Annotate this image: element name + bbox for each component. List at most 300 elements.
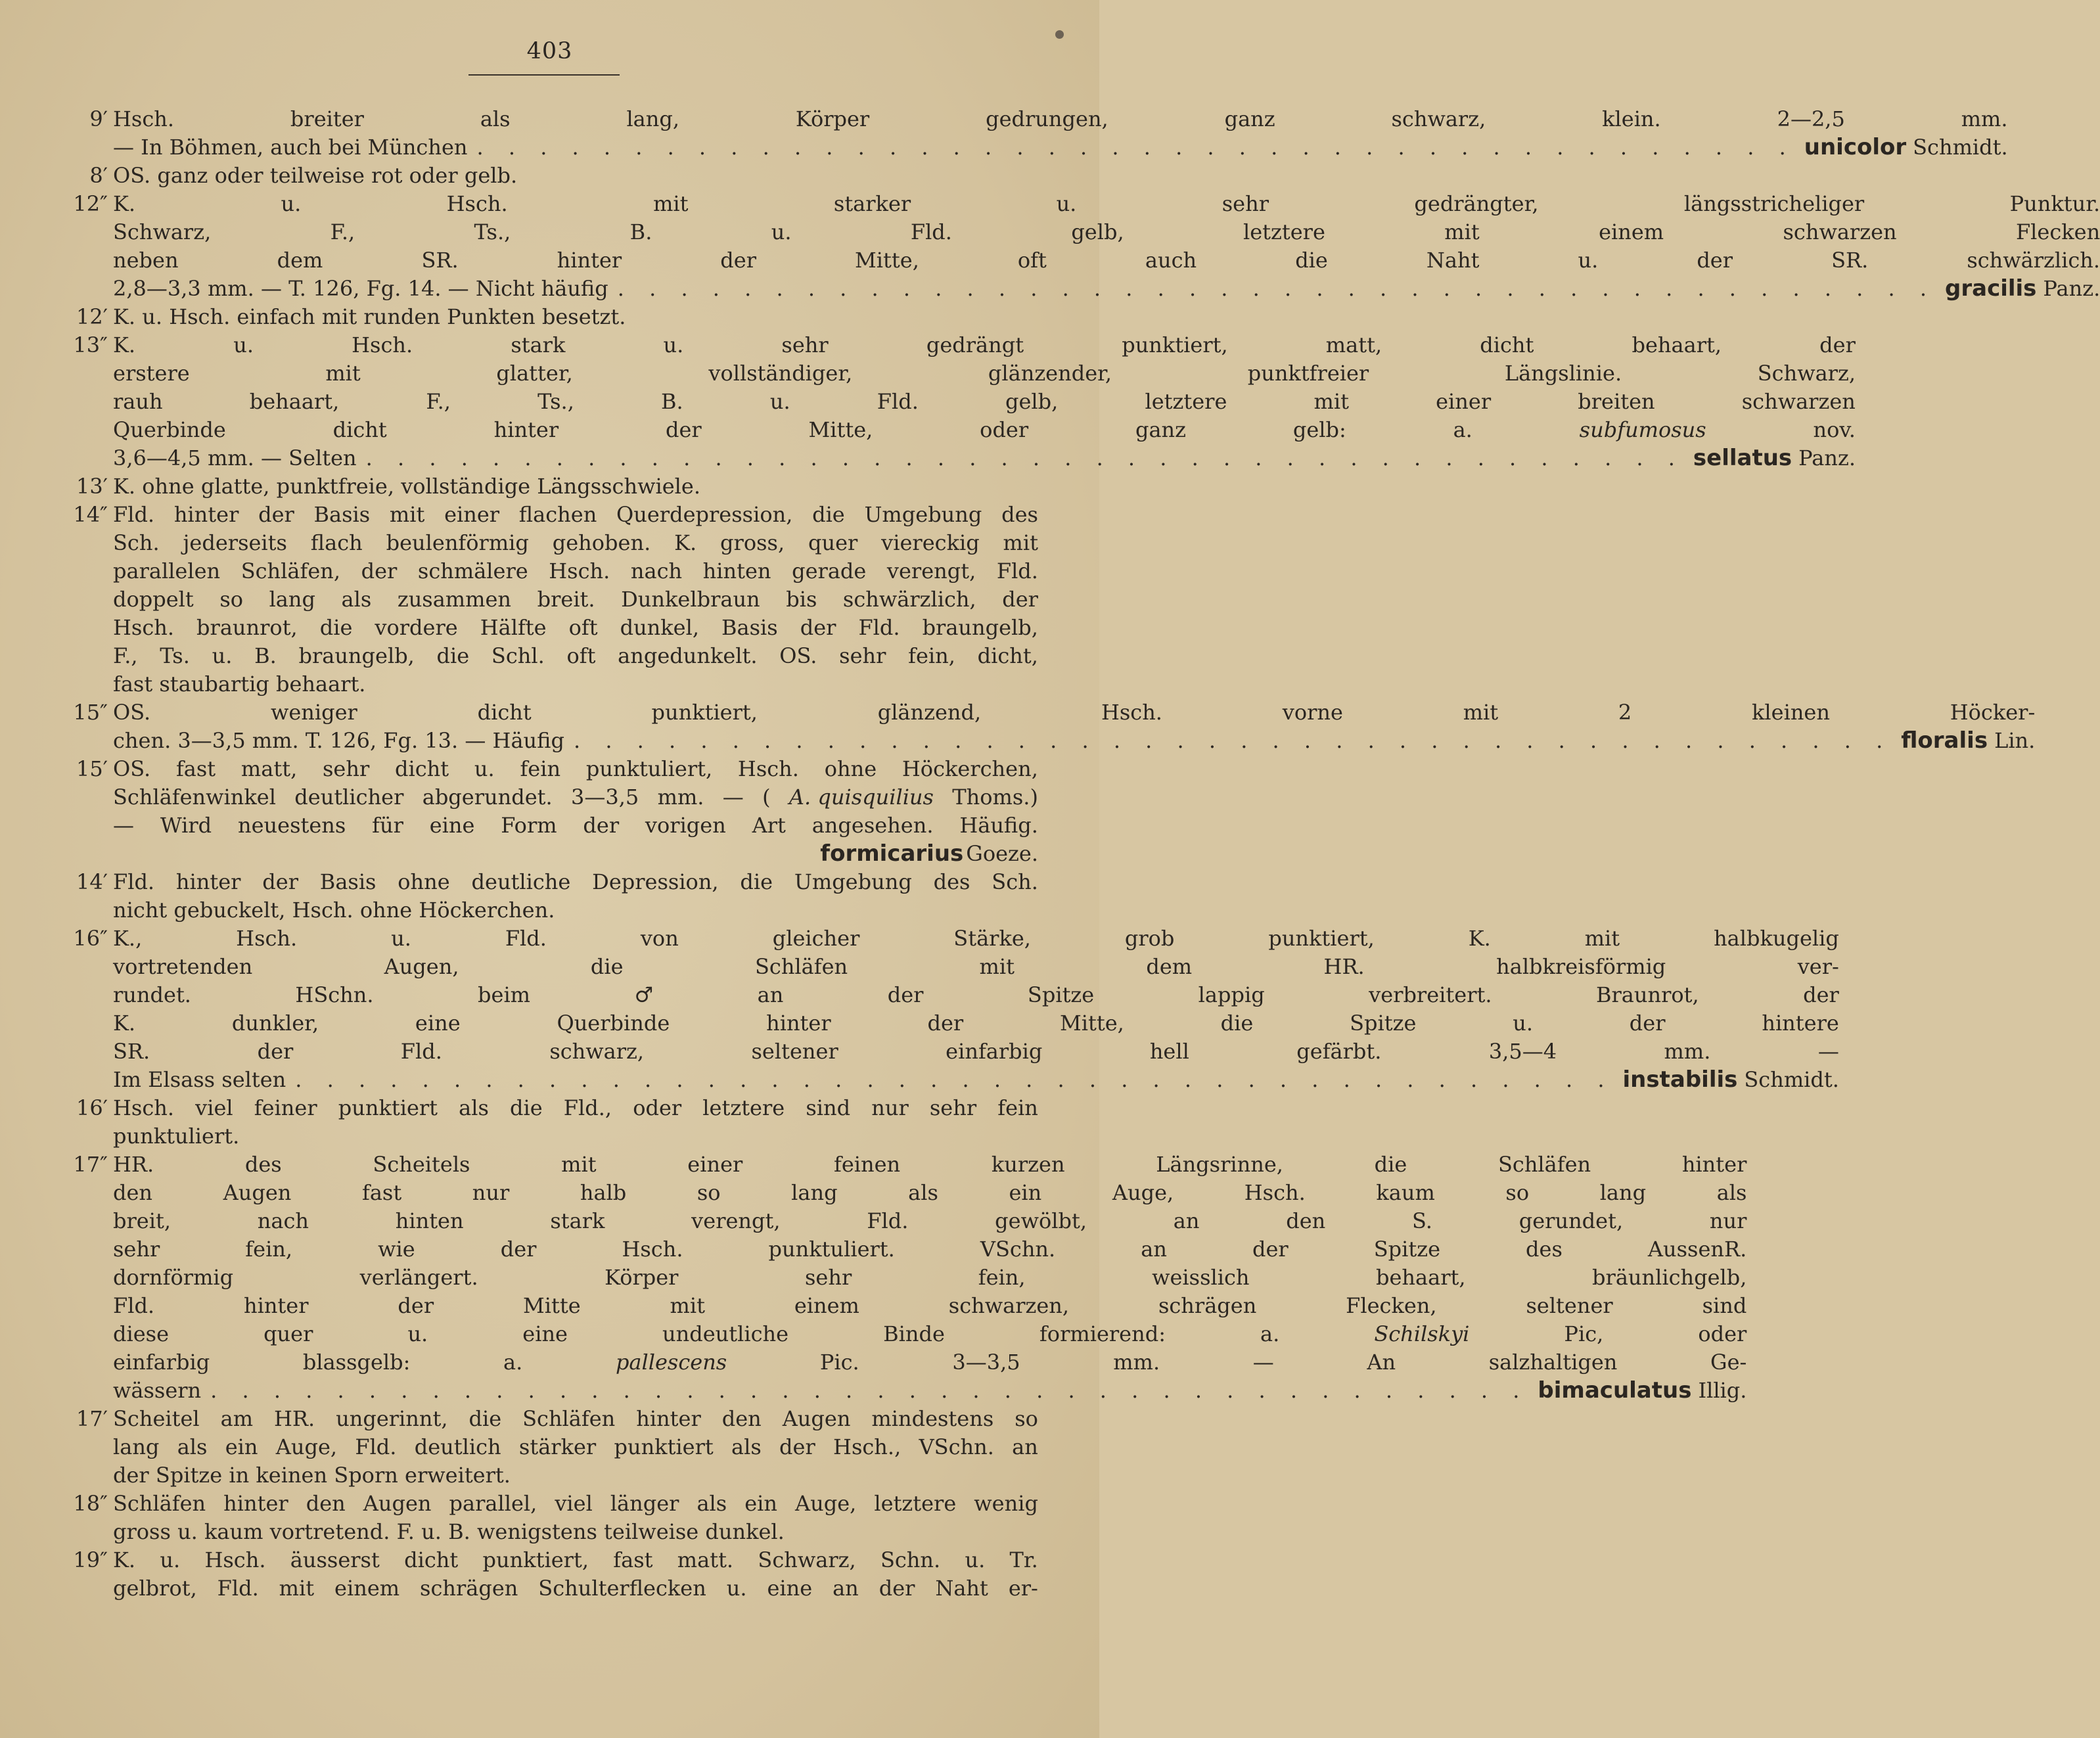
- word: doppelt: [113, 587, 194, 612]
- word: Fld.: [505, 926, 547, 951]
- word: mit: [389, 502, 425, 527]
- key-entry: [53, 303, 1038, 331]
- word: sehr: [839, 643, 886, 668]
- text-line: [113, 953, 1839, 981]
- word: punktiert,: [1122, 332, 1228, 357]
- word: nach: [630, 559, 683, 583]
- word: so: [1505, 1180, 1530, 1205]
- word: hinter: [557, 248, 622, 273]
- word: vollständiger,: [708, 361, 853, 386]
- word: kaum: [1376, 1180, 1435, 1205]
- word: u.: [474, 756, 495, 781]
- word: bräunlichgelb,: [1592, 1265, 1747, 1290]
- leader-dots: . . . . . . . . . . . . . . . . . . . . . . . . . . . . . . . . . . . . . . . . . .: [573, 728, 1892, 753]
- word: a.: [503, 1350, 523, 1375]
- word: einfarbig: [946, 1039, 1043, 1064]
- word: fast: [175, 756, 216, 781]
- species-name: unicolor: [1804, 134, 1907, 160]
- word: mm.: [1664, 1039, 1711, 1064]
- line-text: chen. 3—3,5 mm. T. 126, Fg. 13. — Häufig: [113, 728, 564, 753]
- text-line: [113, 190, 2100, 218]
- word: klein.: [1602, 106, 1661, 131]
- word: OS.: [779, 643, 817, 668]
- word: halb: [580, 1180, 627, 1205]
- species-author: Schmidt.: [1744, 1067, 1839, 1092]
- text-line: [113, 275, 2100, 303]
- word: länger: [610, 1491, 679, 1516]
- word: so: [219, 587, 243, 612]
- word: K.: [113, 191, 136, 216]
- word: Hsch.: [113, 1095, 175, 1120]
- word: des: [1526, 1237, 1563, 1262]
- word: mit: [1584, 926, 1620, 951]
- text-line: [113, 755, 1038, 783]
- word: Umgebung: [864, 502, 982, 527]
- word: der: [665, 417, 702, 442]
- text-line: [113, 162, 1038, 190]
- word: erstere: [113, 361, 190, 386]
- word: oder: [1698, 1321, 1747, 1346]
- word: B.: [254, 643, 277, 668]
- couplet-number: 15″: [73, 700, 108, 725]
- word: der: [927, 1011, 964, 1036]
- entry-text: [113, 698, 2035, 755]
- word: VSchn.: [980, 1237, 1056, 1262]
- word: Schläfen: [1497, 1152, 1591, 1177]
- word: der: [1252, 1237, 1289, 1262]
- word: mit: [1003, 530, 1038, 555]
- word: mit: [670, 1293, 705, 1318]
- species-author: Goeze.: [966, 841, 1038, 866]
- line-text: der Spitze in keinen Sporn erweitert.: [113, 1463, 511, 1488]
- entry-text: [113, 190, 2100, 303]
- word: Augen: [782, 1406, 851, 1431]
- key-entry: [53, 501, 1038, 698]
- word: einer: [1436, 389, 1492, 414]
- text-line: [113, 472, 1038, 501]
- word: Schläfen: [113, 1491, 206, 1516]
- word: punktuliert.: [768, 1237, 895, 1262]
- entry-text: [113, 105, 2008, 162]
- line-text: punktuliert.: [113, 1124, 240, 1149]
- word: einer: [444, 502, 500, 527]
- word: die: [590, 954, 624, 979]
- word: sehr: [929, 1095, 977, 1120]
- word: lang: [113, 1434, 160, 1459]
- word: HR.: [113, 1152, 154, 1177]
- word: ganz: [1135, 417, 1187, 442]
- word: Augen: [223, 1180, 292, 1205]
- word: schwarzen,: [948, 1293, 1070, 1318]
- key-entry: [53, 755, 1038, 868]
- word: oft: [568, 615, 598, 640]
- word: Flecken: [2015, 219, 2100, 244]
- word: Basis: [313, 502, 371, 527]
- leader-dots: . . . . . . . . . . . . . . . . . . . . . . . . . . . . . . . . . . . . . . . . . .: [476, 135, 1795, 160]
- word: AussenR.: [1647, 1237, 1747, 1262]
- word: quer: [808, 530, 858, 555]
- word: dornförmig: [113, 1265, 234, 1290]
- word: als: [1716, 1180, 1747, 1205]
- header-rule: [468, 74, 620, 76]
- word: die: [319, 615, 353, 640]
- word: Mitte,: [855, 248, 919, 273]
- word: eine: [429, 813, 475, 838]
- word: sehr: [804, 1265, 852, 1290]
- word: parallelen: [113, 559, 221, 583]
- word: ein: [225, 1434, 258, 1459]
- word: ein: [744, 1491, 777, 1516]
- word: so: [696, 1180, 721, 1205]
- word: nach: [257, 1208, 309, 1233]
- word: vorne: [1282, 700, 1343, 725]
- word: Thoms.): [952, 785, 1038, 810]
- couplet-number: 17″: [73, 1152, 108, 1177]
- word: mit: [325, 361, 361, 386]
- word: letztere: [1145, 389, 1227, 414]
- word: der: [258, 502, 294, 527]
- word: u.: [726, 1576, 747, 1601]
- text-line: [113, 1348, 1746, 1377]
- word: den: [113, 1180, 153, 1205]
- key-entry: [53, 1490, 1038, 1546]
- word: sehr: [323, 756, 370, 781]
- key-entry: [53, 331, 1856, 472]
- word: schwärzlich.: [1967, 248, 2100, 273]
- word: a.: [1453, 417, 1472, 442]
- line-text: fast staubartig behaart.: [113, 672, 366, 697]
- word: gelbrot,: [113, 1576, 197, 1601]
- text-line: [113, 1518, 1038, 1546]
- word: einer: [687, 1152, 743, 1177]
- word: breit,: [113, 1208, 171, 1233]
- word: dicht: [404, 1547, 459, 1572]
- word: letztere: [874, 1491, 957, 1516]
- word: schwarzen: [1741, 389, 1856, 414]
- word: die: [510, 1095, 543, 1120]
- couplet-number: 19″: [73, 1547, 108, 1572]
- word: feinen: [833, 1152, 901, 1177]
- word: Fld.: [113, 1293, 155, 1318]
- word: als: [696, 1491, 727, 1516]
- word: lang,: [626, 106, 680, 131]
- species-name: floralis: [1901, 727, 1988, 754]
- word: oft: [566, 643, 596, 668]
- word: u.: [281, 191, 302, 216]
- word: Hälfte: [480, 615, 547, 640]
- species-name-group: [1693, 444, 1856, 472]
- word: —: [1252, 1350, 1274, 1375]
- text-line: [113, 925, 1839, 953]
- word: bis: [786, 587, 817, 612]
- couplet-number: 17′: [76, 1406, 108, 1431]
- word: Auge,: [795, 1491, 857, 1516]
- word: Scheitels: [373, 1152, 470, 1177]
- word: vordere: [375, 615, 458, 640]
- text-line: [113, 1066, 1839, 1094]
- word: dicht: [395, 756, 449, 781]
- text-line: [113, 218, 2100, 246]
- word: breiter: [290, 106, 364, 131]
- species-name: bimaculatus: [1538, 1377, 1692, 1404]
- word: Binde: [883, 1321, 945, 1346]
- word: mindestens: [871, 1406, 994, 1431]
- word: Fld.: [113, 869, 155, 894]
- word: dicht: [332, 417, 387, 442]
- word: u.: [212, 643, 233, 668]
- word: K.: [1468, 926, 1491, 951]
- word: beim: [478, 982, 531, 1007]
- word: jederseits: [183, 530, 287, 555]
- word: kurzen: [991, 1152, 1065, 1177]
- word: Basis: [319, 869, 377, 894]
- word: Wird: [160, 813, 212, 838]
- text-line: [113, 1094, 1038, 1122]
- text-line: [113, 501, 1038, 529]
- word: der: [1803, 982, 1839, 1007]
- word: glänzender,: [988, 361, 1112, 386]
- word: der: [800, 615, 836, 640]
- word: einem: [1599, 219, 1664, 244]
- word: parallel,: [449, 1491, 537, 1516]
- word: am: [220, 1406, 254, 1431]
- word: formierend:: [1039, 1321, 1166, 1346]
- word: Fld.: [867, 1208, 909, 1233]
- leader-dots: . . . . . . . . . . . . . . . . . . . . . . . . . . . . . . . . . . . . . . . . . .: [210, 1378, 1529, 1403]
- word: nur: [871, 1095, 909, 1120]
- word: flachen: [518, 502, 597, 527]
- word: ♂: [634, 982, 654, 1007]
- word: SR.: [113, 1039, 150, 1064]
- entry-text: [113, 1546, 1038, 1603]
- word: verengt,: [691, 1208, 781, 1233]
- key-text: [53, 105, 2100, 1603]
- word: schwarz,: [1391, 106, 1486, 131]
- word: An: [1367, 1350, 1396, 1375]
- word: mit: [1463, 700, 1499, 725]
- word: F.,: [330, 219, 355, 244]
- text-line: [113, 698, 2035, 727]
- entry-text: [113, 868, 1038, 925]
- word: hinter: [766, 1011, 831, 1036]
- text-line: [113, 1377, 1746, 1405]
- word: Art: [752, 813, 786, 838]
- word: Punktur.: [2009, 191, 2100, 216]
- entry-text: [113, 1405, 1038, 1490]
- word: u.: [1056, 191, 1077, 216]
- word: die: [812, 502, 845, 527]
- word: Schwarz,: [758, 1547, 856, 1572]
- species-author: Lin.: [1994, 728, 2036, 753]
- couplet-number: 13″: [73, 332, 108, 357]
- word: halbkreisförmig: [1496, 954, 1666, 979]
- text-line: [113, 444, 1856, 472]
- word: u.: [769, 389, 790, 414]
- word: des: [244, 1152, 282, 1177]
- word: punktiert,: [651, 700, 758, 725]
- word: Flecken,: [1346, 1293, 1437, 1318]
- word: salzhaltigen: [1488, 1350, 1618, 1375]
- word: ganz: [1224, 106, 1275, 131]
- line-text: — In Böhmen, auch bei München: [113, 135, 468, 160]
- word: rauh: [113, 389, 163, 414]
- word: Ts.,: [474, 219, 511, 244]
- species-name-group: [1538, 1377, 1746, 1405]
- word: K.: [113, 1011, 136, 1036]
- word: ohne: [824, 756, 877, 781]
- text-line: [113, 670, 1038, 698]
- word: Mitte,: [808, 417, 873, 442]
- word: Körper: [795, 106, 870, 131]
- word: abgerundet.: [422, 785, 553, 810]
- word: hinter: [175, 869, 241, 894]
- word: Längslinie.: [1504, 361, 1622, 386]
- word: von: [640, 926, 679, 951]
- text-line: [113, 105, 2008, 133]
- word: Mitte,: [1059, 1011, 1124, 1036]
- word: Scheitel: [113, 1406, 200, 1431]
- species-name: gracilis: [1945, 275, 2037, 302]
- word: vorigen: [645, 813, 726, 838]
- word: hinter: [223, 1491, 288, 1516]
- word: letztere: [1243, 219, 1325, 244]
- word: der: [398, 1293, 434, 1318]
- species-name-group: [1901, 727, 2035, 755]
- key-entry: [53, 162, 1038, 190]
- word: einem: [334, 1576, 400, 1601]
- word: hinter: [636, 1406, 701, 1431]
- word: Depression,: [592, 869, 719, 894]
- word: Spitze: [1027, 982, 1095, 1007]
- word: lang: [269, 587, 315, 612]
- word: der: [1629, 1011, 1666, 1036]
- word: dunkel,: [620, 615, 700, 640]
- word: matt,: [1325, 332, 1382, 357]
- word: Häufig.: [959, 813, 1038, 838]
- word: Ts.: [160, 643, 190, 668]
- word: Querdepression,: [616, 502, 793, 527]
- word: neuestens: [237, 813, 346, 838]
- word: deutlicher: [294, 785, 404, 810]
- word: u.: [407, 1321, 428, 1346]
- word: verbreitert.: [1369, 982, 1492, 1007]
- word: Stärke,: [953, 926, 1031, 951]
- text-line: [113, 783, 1038, 812]
- word: dicht: [1480, 332, 1534, 357]
- word: Fld.: [877, 389, 919, 414]
- word: sind: [806, 1095, 851, 1120]
- text-line: [113, 1433, 1038, 1461]
- word: Querbinde: [557, 1011, 670, 1036]
- word: Körper: [605, 1265, 679, 1290]
- text-line: [113, 246, 2100, 275]
- word: viel: [195, 1095, 233, 1120]
- key-entry: [53, 1405, 1038, 1490]
- word: deutliche: [471, 869, 571, 894]
- word: matt.: [677, 1547, 734, 1572]
- word: Augen: [363, 1491, 432, 1516]
- word: Fld.: [996, 559, 1038, 583]
- word: der: [1697, 248, 1733, 273]
- word: stark: [511, 332, 566, 357]
- word: gedrängt: [926, 332, 1024, 357]
- word: lang: [791, 1180, 838, 1205]
- word: punktiert: [614, 1434, 714, 1459]
- text-line: [113, 303, 1038, 331]
- word: Hsch.: [113, 106, 175, 131]
- word: u.: [160, 1547, 181, 1572]
- word: hinten: [702, 559, 771, 583]
- word: Pic.: [819, 1350, 859, 1375]
- word: —: [113, 813, 134, 838]
- word: gefärbt.: [1296, 1039, 1382, 1064]
- word: (: [762, 785, 771, 810]
- word: diese: [113, 1321, 170, 1346]
- word: Schläfen: [754, 954, 848, 979]
- text-line: [113, 642, 1038, 670]
- key-entry: [53, 868, 1038, 925]
- text-line: [113, 529, 1038, 557]
- word: Querbinde: [113, 417, 226, 442]
- word: undeutliche: [662, 1321, 789, 1346]
- entry-text: [113, 755, 1038, 868]
- word: Schn.: [880, 1547, 941, 1572]
- word: der: [779, 1434, 815, 1459]
- word: oder: [980, 417, 1029, 442]
- word: zusammen: [397, 587, 512, 612]
- word: weisslich: [1152, 1265, 1250, 1290]
- word: HSchn.: [295, 982, 374, 1007]
- word: braunrot,: [196, 615, 298, 640]
- word: breiten: [1578, 389, 1655, 414]
- couplet-number: 15′: [76, 756, 108, 781]
- word: Auge,: [1112, 1180, 1174, 1205]
- word: Ts.,: [537, 389, 574, 414]
- word: HR.: [1323, 954, 1365, 979]
- word: u.: [1578, 248, 1599, 273]
- word: u.: [391, 926, 411, 951]
- word: Längsrinne,: [1156, 1152, 1283, 1177]
- entry-text: [113, 1151, 1746, 1405]
- word: fast: [613, 1547, 653, 1572]
- word: eine: [415, 1011, 461, 1036]
- word: letztere: [702, 1095, 785, 1120]
- word: Umgebung: [794, 869, 912, 894]
- word: 2: [1618, 700, 1632, 725]
- entry-text: [113, 1094, 1038, 1151]
- word: ohne: [398, 869, 450, 894]
- text-line: [113, 1235, 1746, 1264]
- word: K.: [674, 530, 697, 555]
- word: blassgelb:: [302, 1350, 411, 1375]
- entry-text: [113, 331, 1856, 472]
- word: Fld.,: [563, 1095, 612, 1120]
- word: glänzend,: [877, 700, 982, 725]
- text-line: [113, 614, 1038, 642]
- word: stark: [550, 1208, 605, 1233]
- couplet-number: 16′: [76, 1095, 108, 1120]
- word: Hsch.: [236, 926, 298, 951]
- text-line: [113, 1264, 1746, 1292]
- word: Tr.: [1009, 1547, 1038, 1572]
- word: u.: [663, 332, 684, 357]
- word: fein: [997, 1095, 1038, 1120]
- word: dem: [277, 248, 323, 273]
- word: gewölbt,: [995, 1208, 1087, 1233]
- line-text: K. u. Hsch. einfach mit runden Punkten besetzt.: [113, 304, 626, 329]
- word: punktiert: [338, 1095, 438, 1120]
- word: den: [721, 1406, 762, 1431]
